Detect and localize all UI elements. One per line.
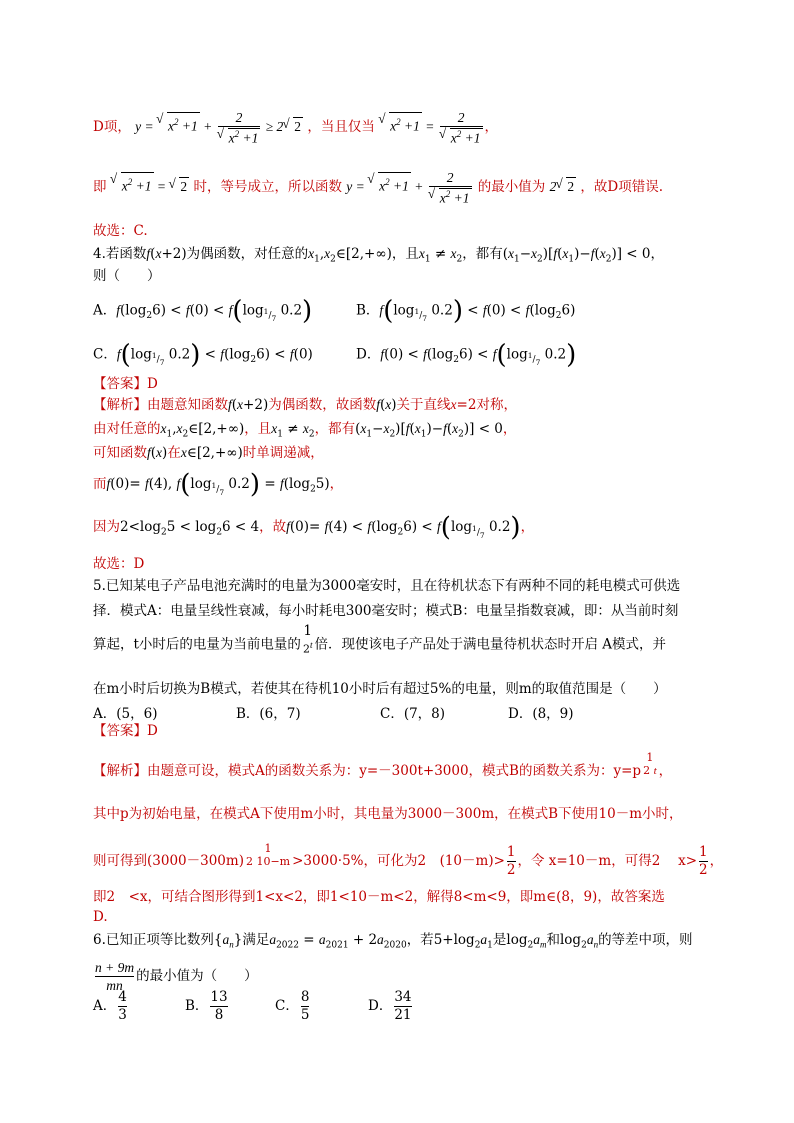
q5-solution-4: 即2 <x，可结合图形得到1<x<2，即1<10－m<2，解得8<m<9，即m∈(8，9)，故答案选: [93, 889, 665, 905]
q5-line-1: 5.已知某电子产品电池充满时的电量为3000毫安时，且在待机状态下有两种不同的耗电模式可供选: [93, 578, 681, 594]
q5-solution-1: 【解析】由题意可设，模式A的函数关系为：y=－300t+3000，模式B的函数关系为：y=p 1 2 t ，: [93, 750, 673, 779]
q5-solution-2: 其中p为初始电量，在模式A下使用m小时，其电量为3000－300m，在模式B下使用10－m小时，: [93, 806, 683, 822]
q5-line-2: 择．模式A：电量呈线性衰减，每小时耗电300毫安时；模式B：电量呈指数衰减，即：从当前时刻: [93, 603, 679, 619]
q4-option-d[interactable]: D．$f(0) < f(\log_26) < f(\log_{^1/_7}$ 0.2): [356, 340, 577, 370]
q6-line-2: $\frac{n + 9m}{mn}$ 的最小值为（ ）: [95, 960, 258, 993]
q4-solution-2: 由对任意的$x_1,x_2\in[2,+\infty)$，且$x_1 \ne x_2$，都有$(x_1-x_2)[f(x_1)-f(x_2)] < 0$，: [93, 421, 517, 440]
equality-line: 即 √ $x^2 +1$ = √ 2 时，等号成立，所以函数 y = √ $x^2 +1$ + 2 √ $x^2 +1$ 的最小值为 2√ 2 ，故D项错误.: [93, 170, 663, 206]
q6-option-a[interactable]: A． $\frac{4}{3}$: [93, 989, 127, 1023]
q5-option-a[interactable]: A．(5，6): [93, 706, 158, 722]
q4-solution-5: 因为$2<\log_25 < \log_26 < 4$，故$f(0)= f(4) < f(\log_26) < f(\log_{^1/_7}$ 0.2)，: [93, 512, 535, 543]
q6-option-c[interactable]: C． $\frac{8}{5}$: [275, 989, 310, 1023]
q5-solution-3: 则可得到(3000－300m) 1 2 10−m >3000·5%，可化为2 (10－m)> $\frac{1}{2}$ ，令 x=10－m，可得2 x> $\frac{1}{2}$ ，: [93, 841, 724, 878]
q4-solution-1: 【解析】由题意知函数f(x+2)为偶函数，故函数f(x)关于直线x=2对称，: [93, 397, 517, 413]
select-c: 故选：C.: [93, 223, 148, 239]
q4-then: 则（ ）: [93, 268, 161, 284]
d-item-line: D项， y = √ $x^2 +1$ + 2 √ $x^2 +1$ ≥ 2√ 2 ，当且仅当 √ $x^2 +1$ = 2 √ $x^2 +1$ ，: [93, 110, 498, 146]
q4-solution-3: 可知函数f(x)在x∈[2,+∞)时单调递减，: [93, 445, 324, 461]
q6-line-1: 6.已知正项等比数列$\{a_n\}$满足$a_{2022} = a_{2021} + 2a_{2020}$，若$5+\log_2a_1$是$\log_2a_m$和$\log_2a_n$的等差中项，则: [93, 932, 693, 951]
q4-solution-4: 而f(0)= f(4), $f(\log_{^1/_7}$ $0.2) = f(\log_25)$，: [93, 469, 344, 500]
q5-line-4: 在m小时后切换为B模式，若使其在待机10小时后有超过5%的电量，则m的取值范围是（ ）: [93, 681, 667, 697]
q5-line-3: 算起，t小时后的电量为当前电量的 1 2$^t$ 倍．现使该电子产品处于满电量待机状态时开启 A模式，并: [93, 623, 667, 656]
q5-option-b[interactable]: B．(6，7): [236, 706, 301, 722]
q4-answer: 【答案】D: [93, 376, 158, 392]
q4-option-a[interactable]: A．$f(\log_26) < f(0) < f(\log_{^1/_7}$ 0.2): [93, 296, 313, 326]
q4-option-b[interactable]: B．$f(\log_{^1/_7}$ $0.2) < f(0) < f(\log_26)$: [356, 296, 576, 326]
q5-answer: 【答案】D: [93, 723, 158, 739]
q6-option-b[interactable]: B． $\frac{13}{8}$: [185, 989, 228, 1023]
q5-option-c[interactable]: C．(7，8): [380, 706, 446, 722]
select-d: 故选：D: [93, 556, 145, 572]
q5-option-d[interactable]: D．(8，9): [508, 706, 574, 722]
q5-solution-5: D.: [93, 909, 108, 925]
q4-stem: 4.若函数f(x+2)为偶函数，对任意的$x_1,x_2\in[2,+\infty)$，且$x_1 \ne x_2$，都有$(x_1-x_2)[f(x_1)-f(x_2)] < 0$，: [93, 246, 665, 265]
q6-option-d[interactable]: D． $\frac{34}{21}$: [368, 989, 412, 1023]
q4-option-c[interactable]: C．$f(\log_{^1/_7}$ $0.2) < f(\log_26) < f(0)$: [93, 340, 313, 370]
